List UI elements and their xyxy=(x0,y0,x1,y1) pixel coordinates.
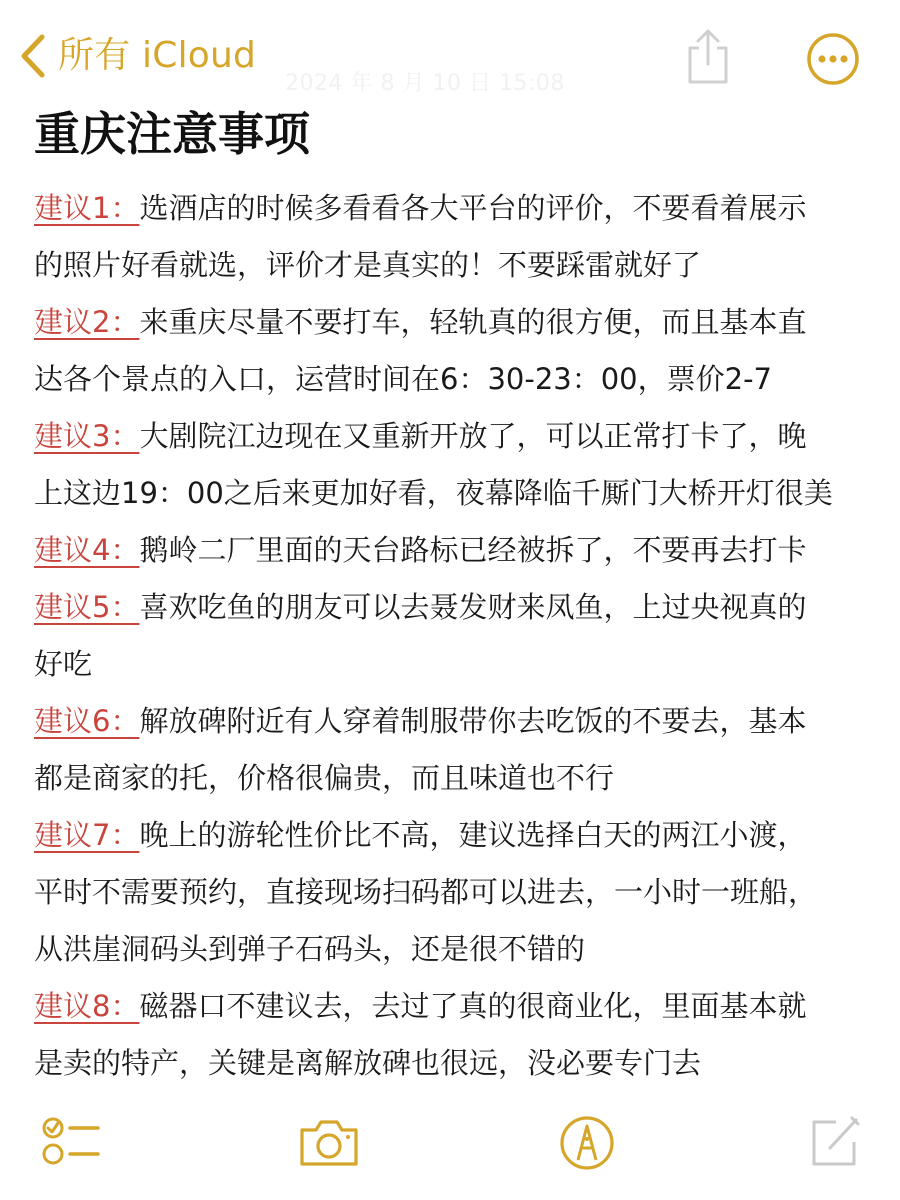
markup-pen-icon xyxy=(556,1110,618,1174)
more-options-button[interactable] xyxy=(806,32,860,86)
note-line xyxy=(34,579,870,636)
tip-text: 晚上的游轮性价比不高，建议选择白天的两江小渡， xyxy=(139,818,807,852)
camera-icon xyxy=(296,1110,362,1174)
tip-text: 喜欢吃鱼的朋友可以去聂发财来凤鱼，上过央视真的 xyxy=(139,590,807,624)
tip-text: 达各个景点的入口，运营时间在6：30-23：00，票价2-7 xyxy=(34,362,772,396)
note-date: 2024 年 8 月 10 日 15:08 xyxy=(285,71,565,96)
tip-text: 上这边19：00之后来更加好看，夜幕降临千厮门大桥开灯很美 xyxy=(34,476,833,510)
note-line xyxy=(34,180,870,237)
tip-label: 建议7： xyxy=(34,818,140,852)
tip-text: 好吃 xyxy=(34,647,93,681)
tip-label: 建议5： xyxy=(34,590,140,624)
note-line xyxy=(34,921,870,978)
note-line xyxy=(34,807,870,864)
bottom-toolbar xyxy=(0,1100,900,1200)
tip-text: 来重庆尽量不要打车，轻轨真的很方便，而且基本直 xyxy=(139,305,807,339)
tip-text: 鹅岭二厂里面的天台路标已经被拆了，不要再去打卡 xyxy=(139,533,807,567)
markup-button[interactable] xyxy=(556,1110,618,1174)
tip-text: 大剧院江边现在又重新开放了，可以正常打卡了，晚 xyxy=(139,419,807,453)
share-button[interactable] xyxy=(682,26,734,86)
note-line xyxy=(34,351,870,408)
chevron-left-icon xyxy=(18,33,48,79)
note-line xyxy=(34,408,870,465)
note-line xyxy=(34,750,870,807)
tip-label: 建议4： xyxy=(34,533,140,567)
tip-label: 建议3： xyxy=(34,419,140,453)
note-line xyxy=(34,522,870,579)
note-title[interactable]: 重庆注意事项 xyxy=(34,107,310,161)
tip-text: 的照片好看就选，评价才是真实的！不要踩雷就好了 xyxy=(34,248,702,282)
note-line xyxy=(34,864,870,921)
checklist-icon xyxy=(40,1110,104,1174)
note-line xyxy=(34,636,870,693)
tip-text: 从洪崖洞码头到弹子石码头，还是很不错的 xyxy=(34,932,586,966)
tip-text: 是卖的特产，关键是离解放碑也很远，没必要专门去 xyxy=(34,1046,702,1080)
tip-label: 建议2： xyxy=(34,305,140,339)
top-bar xyxy=(0,0,900,110)
tip-text: 都是商家的托，价格很偏贵，而且味道也不行 xyxy=(34,761,615,795)
ellipsis-circle-icon xyxy=(806,71,860,90)
back-button[interactable] xyxy=(18,28,256,84)
tip-text: 选酒店的时候多看看各大平台的评价，不要看着展示 xyxy=(139,191,807,225)
tip-label: 建议6： xyxy=(34,704,140,738)
tip-text: 磁器口不建议去，去过了真的很商业化，里面基本就 xyxy=(139,989,807,1023)
back-label: 所有 iCloud xyxy=(58,35,257,76)
note-line xyxy=(34,294,870,351)
note-body[interactable] xyxy=(34,180,870,1092)
tip-label: 建议1： xyxy=(34,191,140,225)
note-line xyxy=(34,978,870,1035)
tip-text: 平时不需要预约，直接现场扫码都可以进去，一小时一班船， xyxy=(34,875,818,909)
note-line xyxy=(34,237,870,294)
note-line xyxy=(34,1035,870,1092)
compose-icon xyxy=(806,1110,866,1174)
note-line xyxy=(34,693,870,750)
compose-button[interactable] xyxy=(806,1110,866,1174)
note-line xyxy=(34,465,870,522)
tip-text: 解放碑附近有人穿着制服带你去吃饭的不要去，基本 xyxy=(139,704,807,738)
tip-label: 建议8： xyxy=(34,989,140,1023)
camera-button[interactable] xyxy=(296,1110,362,1174)
share-icon xyxy=(682,71,734,90)
checklist-button[interactable] xyxy=(40,1110,104,1174)
